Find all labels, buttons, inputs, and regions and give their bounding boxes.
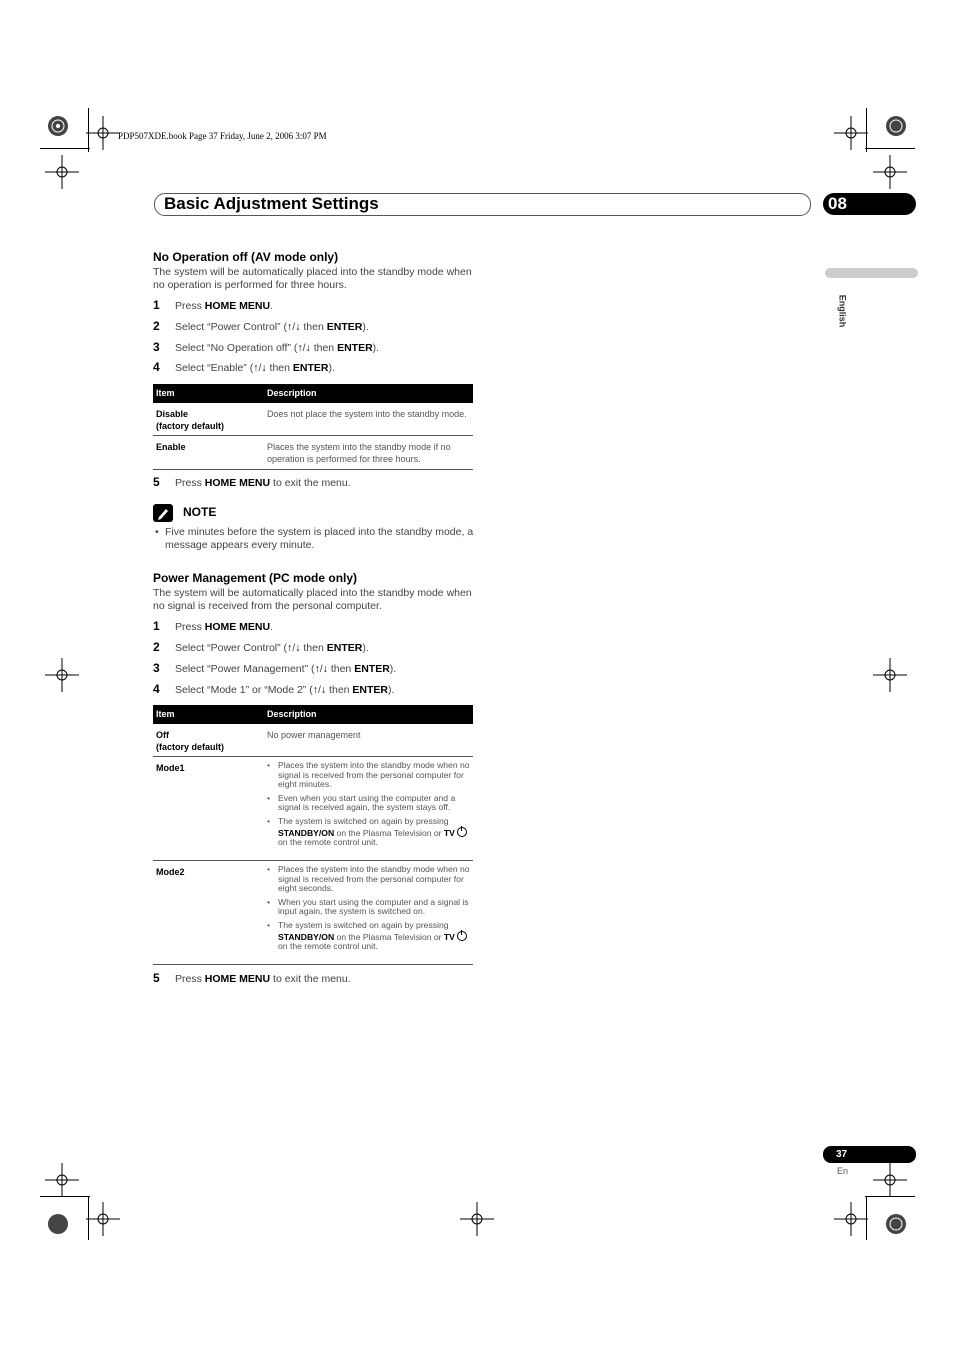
step-item: 1 Press HOME MENU.: [153, 619, 274, 633]
power-icon: [457, 931, 467, 941]
down-arrow-icon: ↓: [322, 663, 328, 675]
crosshair-icon: [873, 155, 907, 189]
registration-target-icon: [876, 108, 916, 148]
registration-target-icon: [40, 1205, 80, 1245]
step-number: 1: [153, 298, 160, 312]
step-number: 4: [153, 682, 160, 696]
up-arrow-icon: ↑: [287, 321, 293, 333]
table-row: Disable (factory default) Does not place the system into the standby mode.: [153, 403, 473, 436]
file-info: PDP507XDE.book Page 37 Friday, June 2, 2006 3:07 PM: [118, 131, 327, 141]
crosshair-icon: [834, 1202, 868, 1236]
up-arrow-icon: ↑: [297, 342, 303, 354]
language-tab: [825, 268, 918, 278]
crosshair-icon: [45, 658, 79, 692]
step-item: 3 Select “No Operation off” (↑/↓ then ENTER).: [153, 340, 380, 354]
registration-target-icon: [876, 1205, 916, 1245]
up-arrow-icon: ↑: [253, 362, 259, 374]
section-heading: Power Management (PC mode only): [153, 571, 358, 585]
note-label: NOTE: [183, 505, 217, 519]
table-row: Mode2 • Places the system into the standby mode when no signal is received from the personal computer for eight seconds. • When you start using the computer and a signal is input again, the system is switched on. • The system is switched on again by pressing STANDBY/ON on the Plasma Television or TV on the remote control unit.: [153, 861, 473, 965]
chapter-badge: 08: [823, 193, 916, 215]
table-header: Item Description: [153, 384, 473, 403]
step-item: 5 Press HOME MENU to exit the menu.: [153, 971, 351, 985]
crosshair-icon: [873, 1163, 907, 1197]
crosshair-icon: [45, 155, 79, 189]
section-heading: No Operation off (AV mode only): [153, 250, 339, 264]
crosshair-icon: [86, 1202, 120, 1236]
down-arrow-icon: ↓: [261, 362, 267, 374]
step-item: 3 Select “Power Management” (↑/↓ then ENTER).: [153, 661, 397, 675]
down-arrow-icon: ↓: [320, 684, 327, 696]
step-number: 4: [153, 360, 160, 374]
step-item: 4 Select “Mode 1” or “Mode 2” (↑/↓ then ENTER).: [153, 682, 395, 696]
step-number: 5: [153, 475, 160, 489]
step-item: 4 Select “Enable” (↑/↓ then ENTER).: [153, 360, 335, 374]
section-intro: The system will be automatically placed into the standby mode when no signal is received from the personal computer.: [153, 587, 472, 612]
up-arrow-icon: ↑: [314, 663, 320, 675]
down-arrow-icon: ↓: [305, 342, 311, 354]
crosshair-icon: [86, 116, 120, 150]
up-arrow-icon: ↑: [287, 642, 293, 654]
table-row: Off (factory default) No power management: [153, 724, 473, 757]
step-number: 5: [153, 971, 160, 985]
step-item: 2 Select “Power Control” (↑/↓ then ENTER).: [153, 319, 369, 333]
note-text: • Five minutes before the system is placed into the standby mode, a message appears every minute.: [155, 526, 475, 552]
settings-table: [153, 384, 473, 470]
table-row: Enable Places the system into the standby mode if no operation is performed for three hours.: [153, 436, 473, 470]
step-number: 2: [153, 640, 160, 654]
step-item: 2 Select “Power Control” (↑/↓ then ENTER).: [153, 640, 369, 654]
crosshair-icon: [45, 1163, 79, 1197]
page-number: 37: [823, 1146, 916, 1163]
step-number: 3: [153, 340, 160, 354]
step-item: 1 Press HOME MENU.: [153, 298, 274, 312]
language-label: English: [837, 294, 848, 328]
crosshair-icon: [834, 116, 868, 150]
table-header: Item Description: [153, 705, 473, 724]
step-number: 2: [153, 319, 160, 333]
step-number: 1: [153, 619, 160, 633]
crosshair-icon: [460, 1202, 494, 1236]
step-item: 5 Press HOME MENU to exit the menu.: [153, 475, 351, 489]
section-intro: The system will be automatically placed into the standby mode when no operation is performed for three hours.: [153, 266, 472, 291]
crosshair-icon: [873, 658, 907, 692]
table-row: Mode1 • Places the system into the standby mode when no signal is received from the personal computer for eight minutes. • Even when you start using the computer and a signal is received again, the system stays off. • The system is switched on again by pressing STANDBY/ON on the Plasma Television or TV on the remote control unit.: [153, 757, 473, 861]
up-arrow-icon: ↑: [312, 684, 318, 696]
settings-table: [153, 705, 473, 965]
page-title: Basic Adjustment Settings: [164, 194, 379, 213]
page-lang: En: [837, 1166, 849, 1176]
down-arrow-icon: ↓: [295, 642, 301, 654]
step-number: 3: [153, 661, 160, 675]
note-pencil-icon: [153, 504, 173, 522]
registration-target-icon: [40, 108, 80, 148]
power-icon: [457, 827, 467, 837]
down-arrow-icon: ↓: [295, 321, 301, 333]
